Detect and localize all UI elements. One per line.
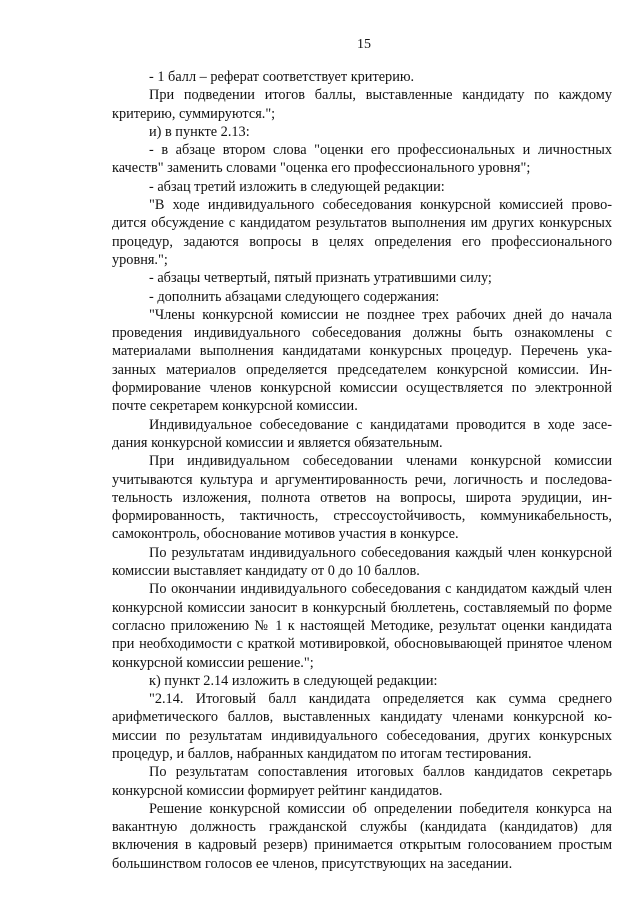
paragraph-5: - абзац третий изложить в следующей редакции:	[149, 178, 445, 195]
paragraph-6: "В ходе индивидуального собеседования конкурсной комиссией проводится обсуждение с кандидатом результатов выполнения им других конкурсных процедур, задаются вопросы в целях определения его профессионального уровня.";	[112, 197, 612, 268]
paragraph-3: и) в пункте 2.13:	[149, 123, 250, 140]
paragraph-4: - в абзаце втором слова "оценки его профессиональных и личностных качеств" заменить словами "оценка его профессионального уровня";	[112, 142, 612, 177]
paragraph-8: - дополнить абзацами следующего содержания:	[149, 288, 440, 305]
paragraph-2: При подведении итогов баллы, выставленные кандидату по каждому критерию, суммируются.";	[112, 87, 612, 122]
paragraph-16: По результатам сопоставления итоговых баллов кандидатов секретарь конкурсной комиссии формирует рейтинг кандидатов.	[112, 764, 612, 799]
paragraph-9: "Члены конкурсной комиссии не позднее трех рабочих дней до начала проведения индивидуального собеседования должны быть ознакомлены с материалами выполнения кандидатами конкурсных процедур. Перечень указанных материалов определяется председателем конкурсной комиссии. Информирование членов конкурсной комиссии осуществляется по электронной почте секретарем конкурсной комиссии.	[112, 306, 612, 415]
paragraph-11: При индивидуальном собеседовании членами конкурсной комиссии учитываются культура и аргументированность речи, логичность и последовательность изложения, полнота ответов на вопросы, широта эрудиции, информированность, тактичность, стрессоустойчивость, коммуникабельность, самоконтроль, обоснование мотивов участия в конкурсе.	[112, 453, 612, 543]
paragraph-12: По результатам индивидуального собеседования каждый член конкурсной комиссии выставляет кандидату от 0 до 10 баллов.	[112, 544, 612, 580]
paragraph-10: Индивидуальное собеседование с кандидатами проводится в ходе заседания конкурсной комиссии и является обязательным.	[112, 416, 612, 451]
paragraph-14: к) пункт 2.14 изложить в следующей редакции:	[149, 672, 438, 689]
paragraph-1: - 1 балл – реферат соответствует критерию.	[149, 69, 415, 85]
paragraph-15: "2.14. Итоговый балл кандидата определяется как сумма среднего арифметического баллов, выставленных кандидату членами конкурсной комиссии по результатам индивидуального собеседования, других конкурсных процедур, и баллов, набранных кандидатом по итогам тестирования.	[112, 691, 612, 762]
paragraph-7: - абзацы четвертый, пятый признать утратившими силу;	[149, 270, 492, 287]
paragraph-17: Решение конкурсной комиссии об определении победителя конкурса на вакантную должность гражданской службы (кандидата (кандидатов) для включения в кадровый резерв) принимается открытым голосованием простым большинством голосов ее членов, присутствующих на заседании.	[112, 800, 612, 872]
page-number: 15	[357, 37, 371, 52]
document-body	[112, 68, 612, 873]
paragraph-13: По окончании индивидуального собеседования с кандидатом каждый член конкурсной комиссии заносит в конкурсный бюллетень, составляемый по форме согласно приложению № 1 к настоящей Методике, результат оценки кандидата при необходимости с краткой мотивировкой, обосновывающей принятое членом конкурсной комиссии решение.";	[112, 581, 612, 671]
